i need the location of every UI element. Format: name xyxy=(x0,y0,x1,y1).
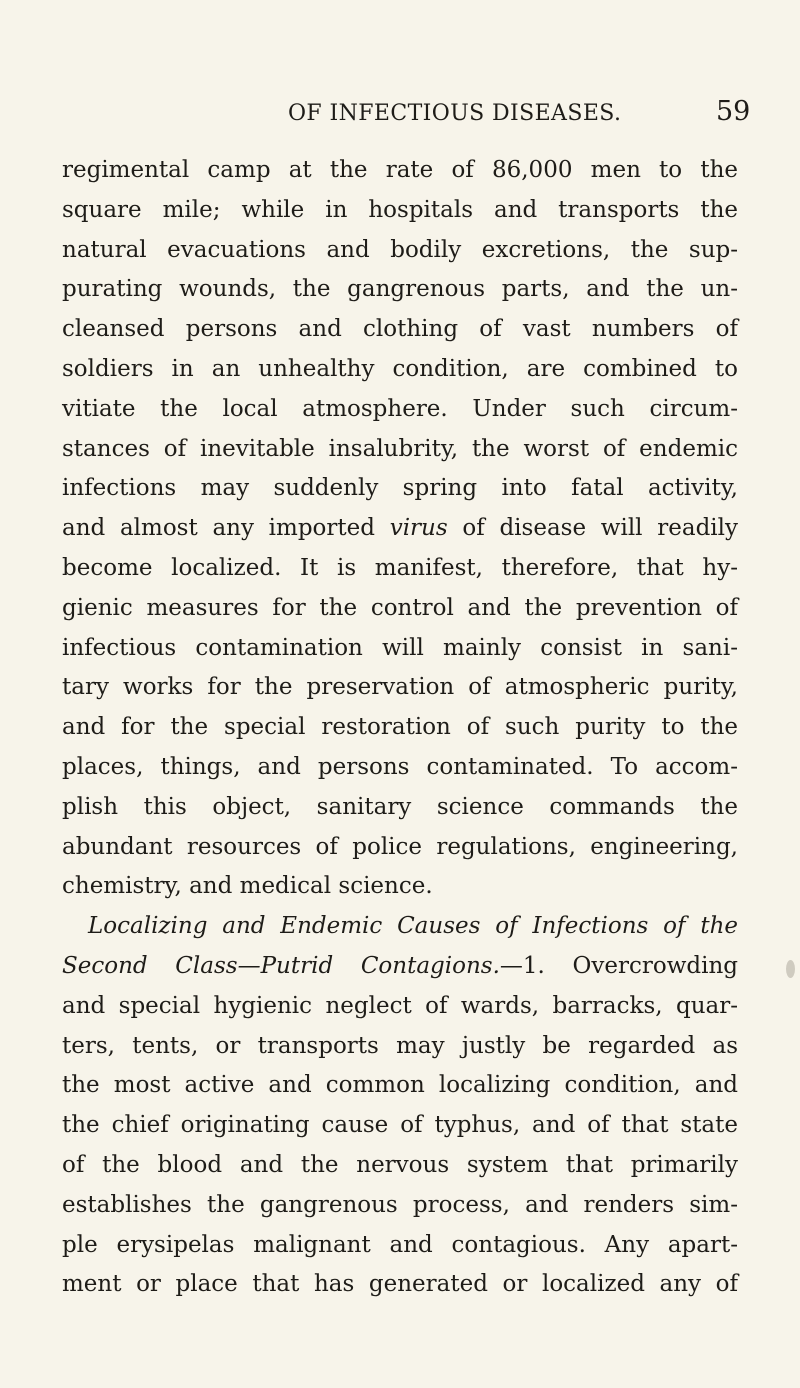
page-number: 59 xyxy=(716,96,751,127)
paper-speck xyxy=(786,960,795,978)
text-line: purating wounds, the gangrenous parts, and the un- xyxy=(62,276,738,302)
text-line: the chief originating cause of typhus, and of that state xyxy=(62,1112,738,1138)
text-line: plish this object, sanitary science commands the xyxy=(62,794,738,820)
text-line: and for the special restoration of such purity to the xyxy=(62,714,738,740)
text-line: establishes the gangrenous process, and renders sim- xyxy=(62,1192,738,1218)
text-run: of disease will readily xyxy=(447,515,738,541)
italic-phrase: Localizing and Endemic Causes of Infections of the xyxy=(88,913,738,939)
running-title: OF INFECTIOUS DISEASES. xyxy=(288,101,622,126)
text-line xyxy=(62,508,738,548)
text-line: square mile; while in hospitals and transports the xyxy=(62,197,738,223)
text-line: infectious contamination will mainly consist in sani- xyxy=(62,635,738,661)
text-line: natural evacuations and bodily excretions, the sup- xyxy=(62,237,738,263)
italic-phrase: Second Class—Putrid Contagions. xyxy=(62,953,500,979)
text-line: tary works for the preservation of atmospheric purity, xyxy=(62,674,738,700)
text-line xyxy=(62,906,738,946)
text-line xyxy=(62,946,738,986)
text-line: ment or place that has generated or localized any of xyxy=(62,1271,738,1297)
text-line: chemistry, and medical science. xyxy=(62,873,433,899)
text-line: ple erysipelas malignant and contagious. Any apart- xyxy=(62,1232,738,1258)
text-line: stances of inevitable insalubrity, the worst of endemic xyxy=(62,436,738,462)
text-line: gienic measures for the control and the prevention of xyxy=(62,595,738,621)
text-run: and almost any imported xyxy=(62,515,390,541)
text-line: vitiate the local atmosphere. Under such circum- xyxy=(62,396,738,422)
text-run: —1. Overcrowding xyxy=(499,953,738,979)
text-line: soldiers in an unhealthy condition, are combined to xyxy=(62,356,738,382)
text-line: become localized. It is manifest, therefore, that hy- xyxy=(62,555,738,581)
text-line: regimental camp at the rate of 86,000 men to the xyxy=(62,157,738,183)
text-line: infections may suddenly spring into fatal activity, xyxy=(62,475,738,501)
text-line: the most active and common localizing condition, and xyxy=(62,1072,738,1098)
text-line: abundant resources of police regulations, engineering, xyxy=(62,834,738,860)
text-line: of the blood and the nervous system that primarily xyxy=(62,1152,738,1178)
italic-phrase: virus xyxy=(389,515,448,541)
text-line: cleansed persons and clothing of vast numbers of xyxy=(62,316,738,342)
text-line: ters, tents, or transports may justly be regarded as xyxy=(62,1033,738,1059)
text-line: places, things, and persons contaminated. To accom- xyxy=(62,754,738,780)
text-line: and special hygienic neglect of wards, barracks, quar- xyxy=(62,993,738,1019)
